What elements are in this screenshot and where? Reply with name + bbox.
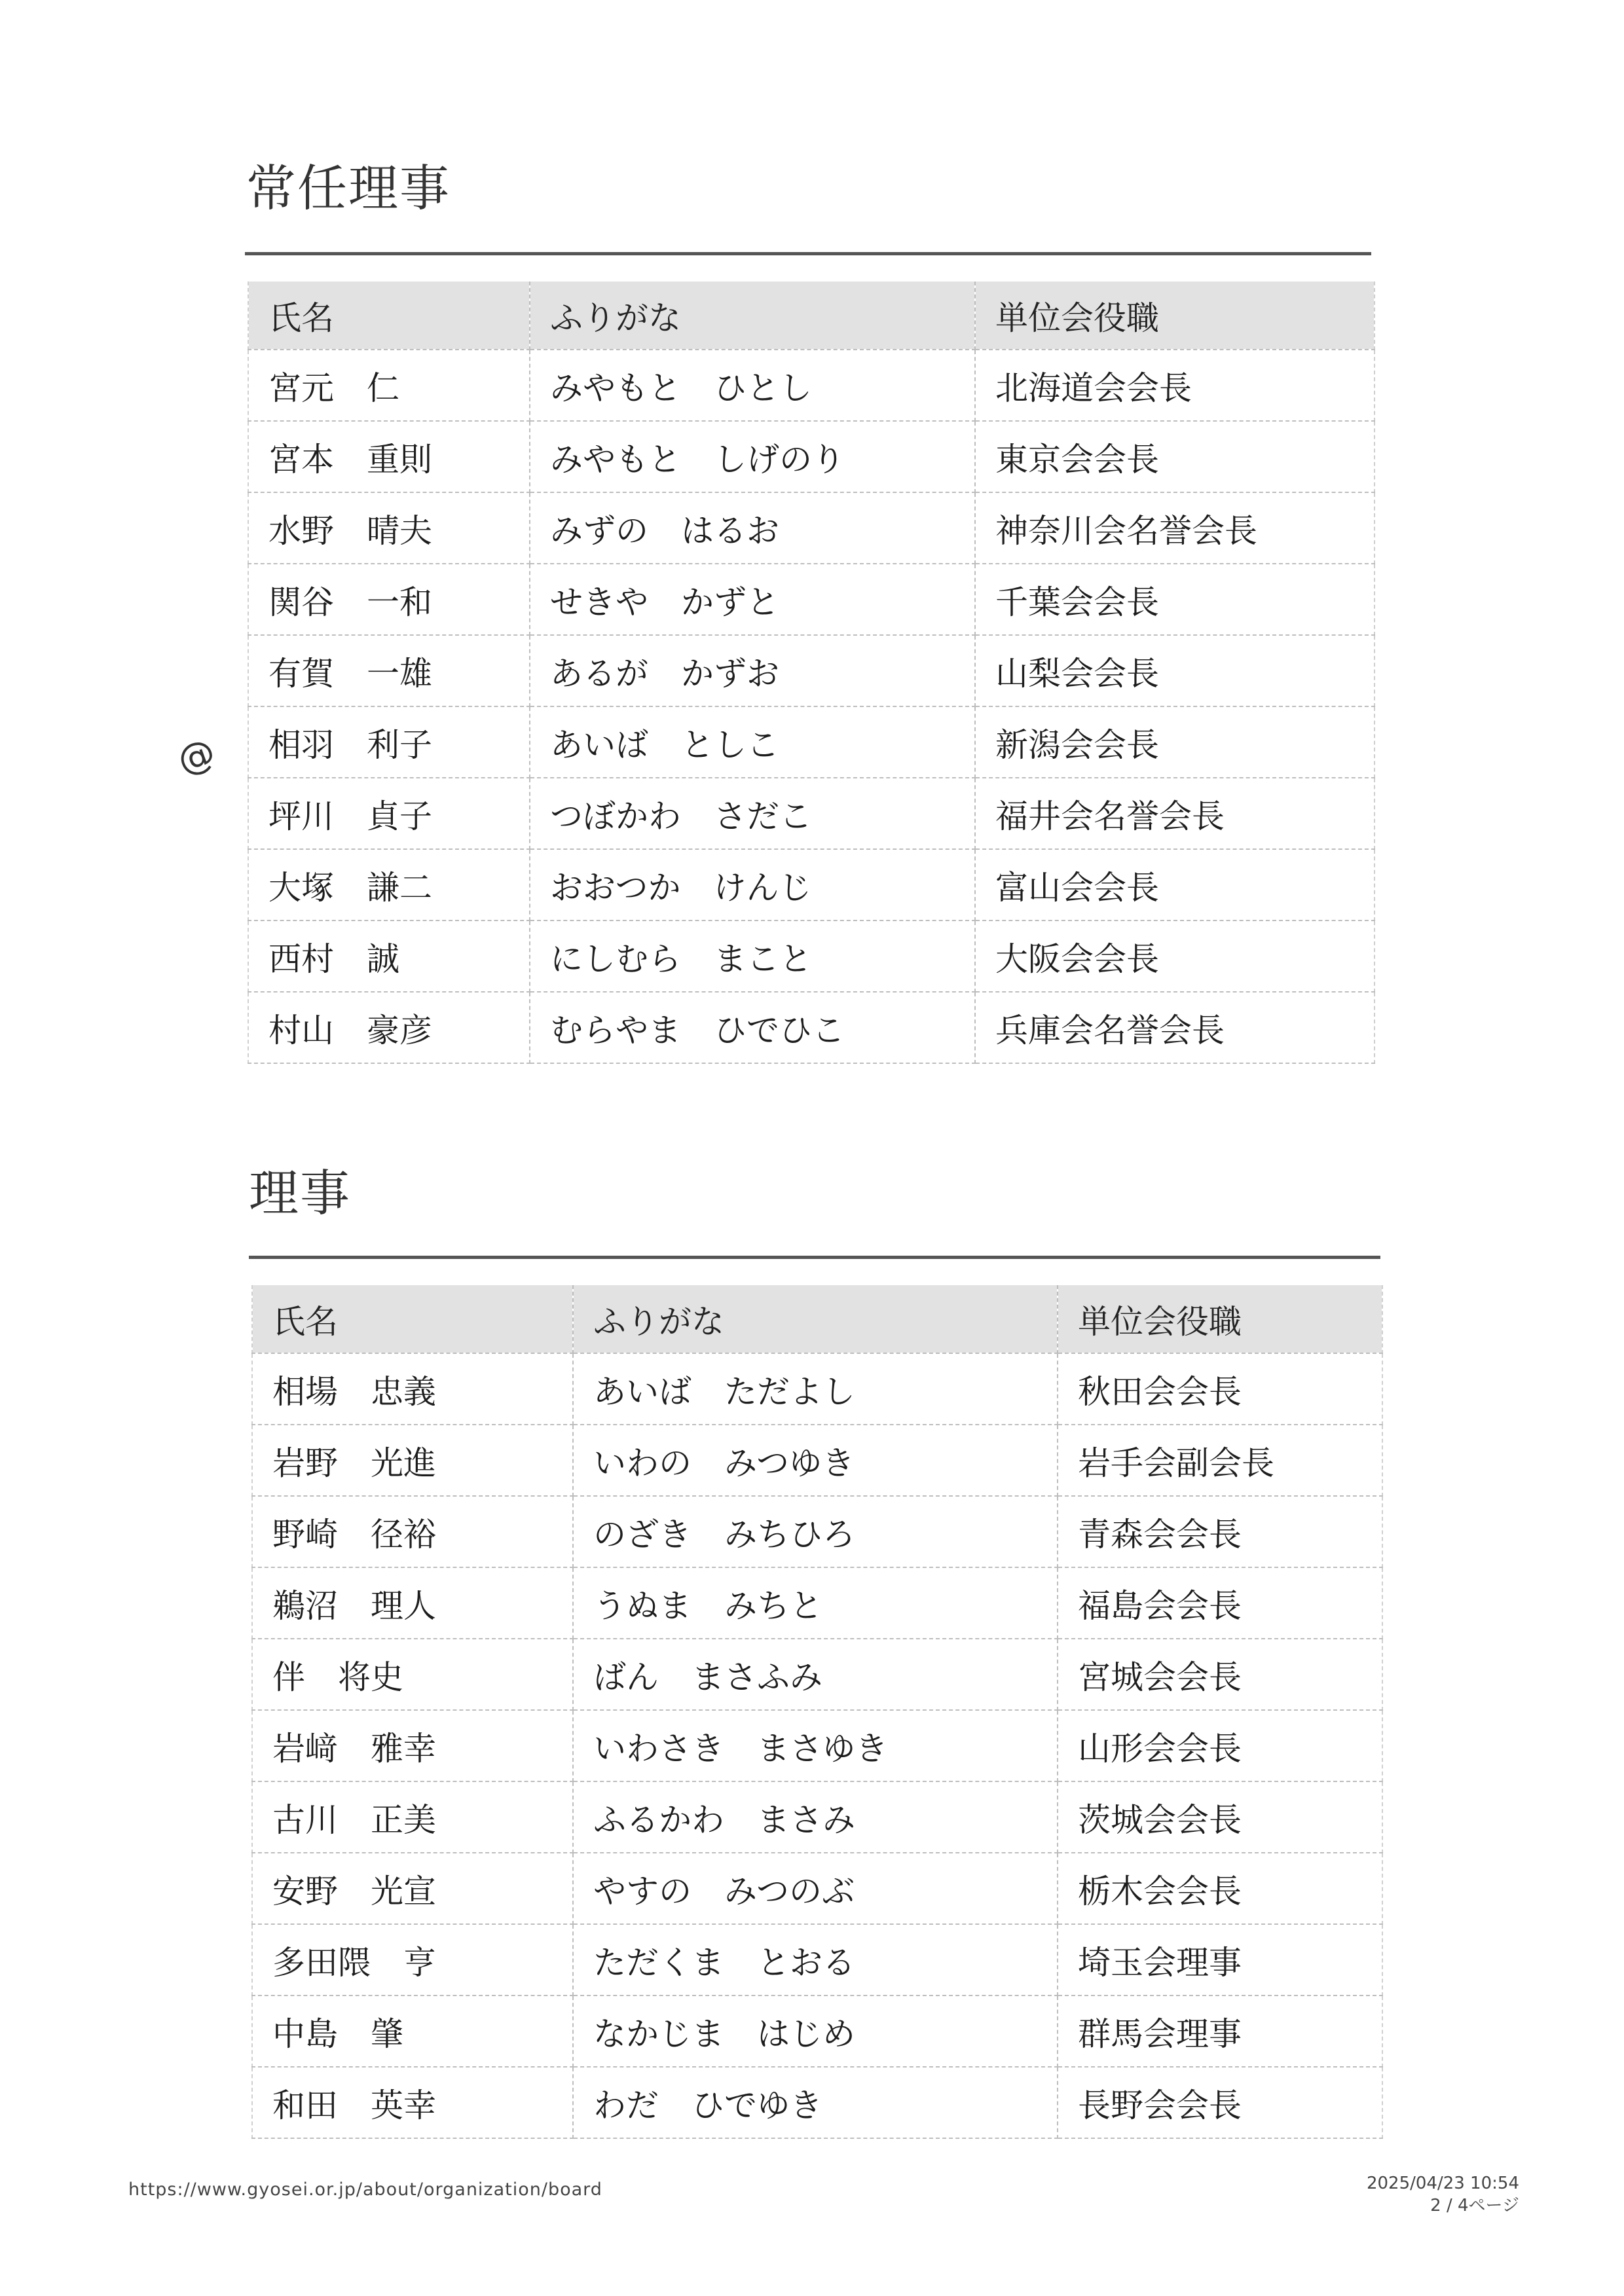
cell-furigana: あるが かずお [530, 635, 975, 706]
cell-name: 水野 晴夫 [248, 492, 530, 564]
cell-furigana: のざき みちひろ [573, 1496, 1058, 1567]
cell-name: 和田 英幸 [252, 2067, 573, 2138]
cell-furigana: ただくま とおる [573, 1924, 1058, 1995]
cell-furigana: むらやま ひでひこ [530, 992, 975, 1063]
table-row [248, 635, 1375, 706]
table-row [248, 706, 1375, 778]
cell-position: 福島会会長 [1058, 1567, 1382, 1639]
cell-furigana: やすの みつのぶ [573, 1853, 1058, 1924]
table-header-row [252, 1285, 1382, 1353]
table-row [252, 1924, 1382, 1995]
header-name: 氏名 [252, 1285, 573, 1353]
cell-furigana: いわの みつゆき [573, 1425, 1058, 1496]
cell-position: 秋田会会長 [1058, 1353, 1382, 1425]
table-row [252, 2067, 1382, 2138]
cell-furigana: つぼかわ さだこ [530, 778, 975, 849]
cell-name: 西村 誠 [248, 920, 530, 992]
cell-furigana: みずの はるお [530, 492, 975, 564]
cell-position: 埼玉会理事 [1058, 1924, 1382, 1995]
section-rule [245, 252, 1371, 255]
cell-furigana: ふるかわ まさみ [573, 1781, 1058, 1853]
cell-name: 坪川 貞子 [248, 778, 530, 849]
cell-name: 古川 正美 [252, 1781, 573, 1853]
cell-furigana: みやもと しげのり [530, 421, 975, 492]
table-row [252, 1781, 1382, 1853]
table-row [252, 1853, 1382, 1924]
header-position: 単位会役職 [1058, 1285, 1382, 1353]
cell-furigana: おおつか けんじ [530, 849, 975, 920]
table-header-row [248, 282, 1375, 350]
cell-name: 中島 肇 [252, 1995, 573, 2067]
cell-name: 宮元 仁 [248, 350, 530, 421]
cell-furigana: わだ ひでゆき [573, 2067, 1058, 2138]
cell-position: 群馬会理事 [1058, 1995, 1382, 2067]
cell-position: 大阪会会長 [975, 920, 1375, 992]
cell-furigana: あいば としこ [530, 706, 975, 778]
cell-position: 栃木会会長 [1058, 1853, 1382, 1924]
cell-name: 関谷 一和 [248, 564, 530, 635]
cell-position: 宮城会会長 [1058, 1639, 1382, 1710]
cell-furigana: なかじま はじめ [573, 1995, 1058, 2067]
table-row [248, 920, 1375, 992]
cell-name: 岩野 光進 [252, 1425, 573, 1496]
table-row [252, 1639, 1382, 1710]
table-row [252, 1353, 1382, 1425]
cell-position: 神奈川会名誉会長 [975, 492, 1375, 564]
cell-name: 伴 将史 [252, 1639, 573, 1710]
footer-url: https://www.gyosei.or.jp/about/organization/board [128, 2179, 602, 2200]
cell-position: 岩手会副会長 [1058, 1425, 1382, 1496]
cell-furigana: ばん まさふみ [573, 1639, 1058, 1710]
cell-name: 相場 忠義 [252, 1353, 573, 1425]
cell-name: 宮本 重則 [248, 421, 530, 492]
section-rule [249, 1256, 1380, 1259]
table-row [248, 421, 1375, 492]
margin-at-mark: @ [172, 730, 221, 783]
cell-name: 野崎 径裕 [252, 1496, 573, 1567]
cell-name: 有賀 一雄 [248, 635, 530, 706]
cell-position: 長野会会長 [1058, 2067, 1382, 2138]
cell-furigana: いわさき まさゆき [573, 1710, 1058, 1781]
cell-position: 茨城会会長 [1058, 1781, 1382, 1853]
header-position: 単位会役職 [975, 282, 1375, 350]
cell-position: 北海道会会長 [975, 350, 1375, 421]
table-row [248, 492, 1375, 564]
table-row [252, 1995, 1382, 2067]
cell-furigana: あいば ただよし [573, 1353, 1058, 1425]
cell-position: 富山会会長 [975, 849, 1375, 920]
header-furigana: ふりがな [573, 1285, 1058, 1353]
standing-directors-table [248, 282, 1375, 1064]
section-title-directors: 理事 [249, 1164, 351, 1222]
table-row [248, 778, 1375, 849]
table-row [248, 350, 1375, 421]
footer-meta [1367, 2172, 1519, 2217]
cell-position: 新潟会会長 [975, 706, 1375, 778]
table-row [252, 1425, 1382, 1496]
cell-furigana: みやもと ひとし [530, 350, 975, 421]
cell-name: 鵜沼 理人 [252, 1567, 573, 1639]
cell-position: 山梨会会長 [975, 635, 1375, 706]
cell-name: 岩﨑 雅幸 [252, 1710, 573, 1781]
cell-position: 山形会会長 [1058, 1710, 1382, 1781]
footer-page-number: 2 / 4ページ [1430, 2196, 1519, 2215]
cell-name: 多田隈 亨 [252, 1924, 573, 1995]
cell-furigana: にしむら まこと [530, 920, 975, 992]
cell-position: 千葉会会長 [975, 564, 1375, 635]
table-row [248, 992, 1375, 1063]
cell-furigana: せきや かずと [530, 564, 975, 635]
cell-position: 青森会会長 [1058, 1496, 1382, 1567]
table-row [248, 564, 1375, 635]
table-row [252, 1567, 1382, 1639]
cell-position: 福井会名誉会長 [975, 778, 1375, 849]
cell-position: 東京会会長 [975, 421, 1375, 492]
cell-name: 相羽 利子 [248, 706, 530, 778]
table-row [252, 1710, 1382, 1781]
section-title-standing-directors: 常任理事 [246, 159, 451, 217]
header-name: 氏名 [248, 282, 530, 350]
cell-position: 兵庫会名誉会長 [975, 992, 1375, 1063]
directors-table [251, 1285, 1383, 2139]
cell-furigana: うぬま みちと [573, 1567, 1058, 1639]
cell-name: 大塚 謙二 [248, 849, 530, 920]
cell-name: 安野 光宣 [252, 1853, 573, 1924]
cell-name: 村山 豪彦 [248, 992, 530, 1063]
table-row [252, 1496, 1382, 1567]
footer-datetime: 2025/04/23 10:54 [1366, 2174, 1519, 2193]
header-furigana: ふりがな [530, 282, 975, 350]
table-row [248, 849, 1375, 920]
